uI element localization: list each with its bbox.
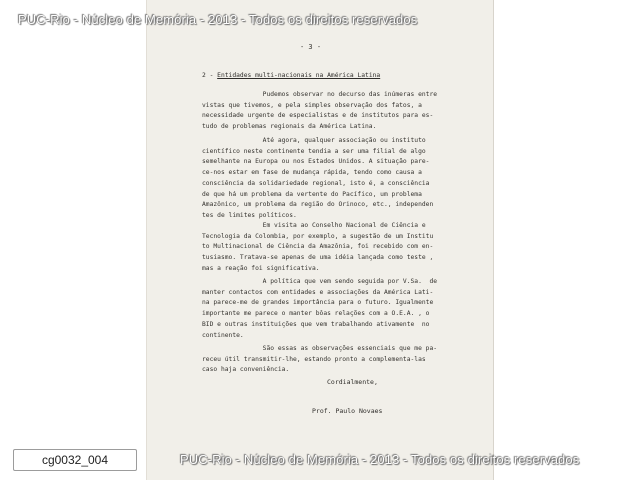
watermark-bottom: PUC-Rio - Núcleo de Memória - 2013 - Todos os direitos reservados xyxy=(180,452,580,467)
section-heading-title: Entidades multi-nacionais na América Latina xyxy=(217,72,381,79)
closing-line: Cordialmente, xyxy=(327,378,378,386)
paragraph-5: São essas as observações essenciais que me pa- receu útil transmitir-lhe, estando pronto a complementa-las caso haja conveniência. xyxy=(202,345,438,374)
section-heading xyxy=(202,72,380,79)
watermark-top: PUC-Rio - Núcleo de Memória - 2013 - Todos os direitos reservados xyxy=(18,12,418,27)
catalog-id-label: cg0032_004 xyxy=(13,449,137,471)
paragraph-2: Até agora, qualquer associação ou instituto científico neste continente tendia a ser uma filial de algo semelhante na Europa ou nos Estados Unidos. A situação pare- ce-nos estar em fase de mudança rápida, tendo como causa a consciência da solidariedade regional, isto é, a consciência de que há um problema da vertente do Pacífico, um problema Amazônico, um problema da região do Orinoco, etc., independen tes de limites políticos. xyxy=(202,137,434,219)
signature-name: Prof. Paulo Novaes xyxy=(312,407,383,415)
paragraph-1: Pudemos observar no decurso das inúmeras entre vistas que tivemos, e pela simples observação dos fatos, a necessidade urgente de especialistas e de institutos para es- tudo de problemas regionais da América Latina. xyxy=(202,91,438,131)
paragraph-4: A política que vem sendo seguida por V.Sa. de manter contactos com entidades e associações da América Lati- na parece-me de grandes importância para o futuro. Igualmente importante me parece o manter bôas relações com a O.E.A. , o BID e outras instituições que vem trabalhando ativamente no continente. xyxy=(202,278,438,339)
page-number: - 3 - xyxy=(300,43,322,51)
section-heading-prefix: 2 - xyxy=(202,72,218,79)
paragraph-3: Em visita ao Conselho Nacional de Ciência e Tecnologia da Colombia, por exemplo, a sugestão de um Institu to Multinacional de Ciência da Amazônia, foi recebido com en- tusiasmo. Tratava-se apenas de uma idéia lançada como teste , mas a reação foi significativa. xyxy=(202,222,434,272)
